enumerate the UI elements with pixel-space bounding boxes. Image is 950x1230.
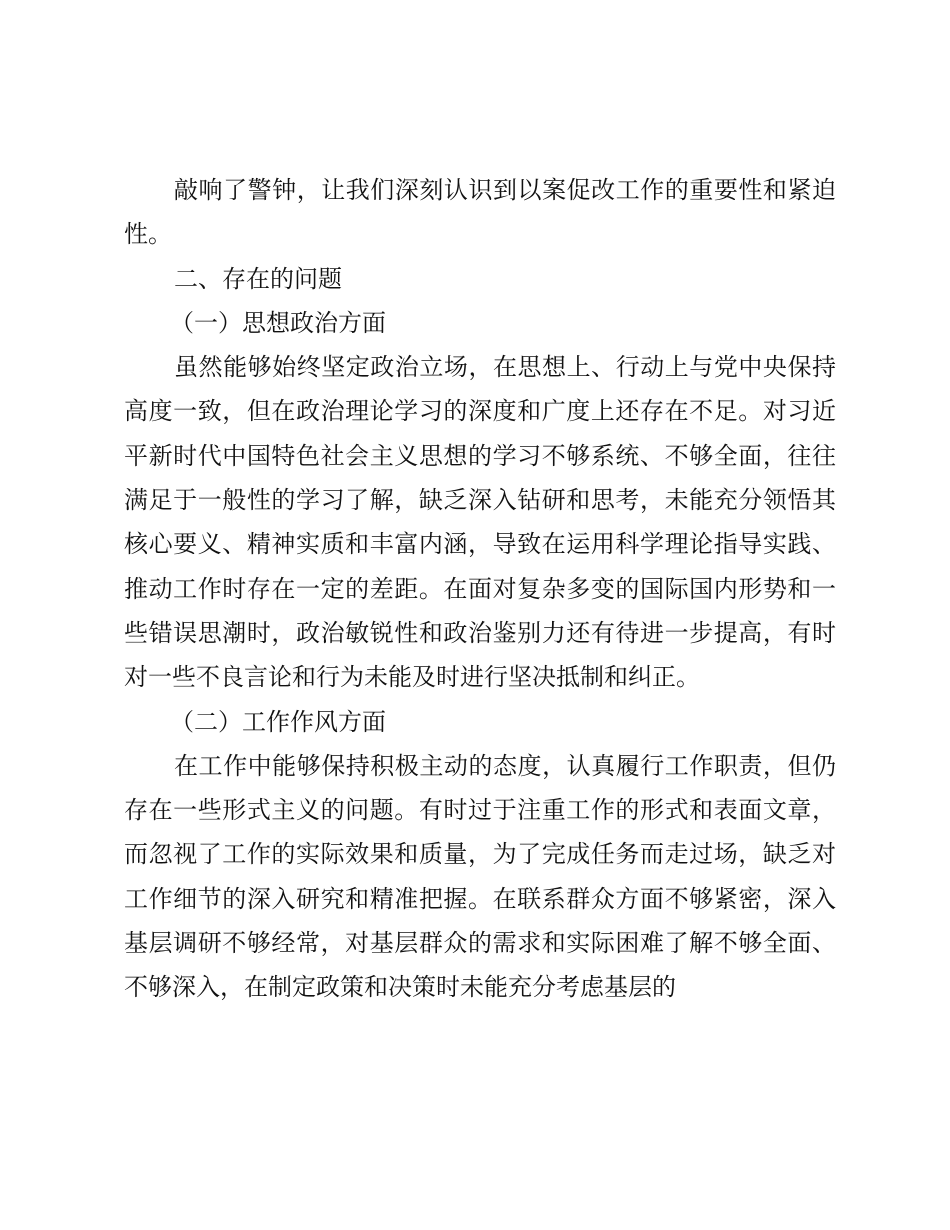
section-heading-problems: 二、存在的问题: [174, 264, 342, 293]
body-paragraph-political: 虽然能够始终坚定政治立场，在思想上、行动上与党中央保持高度一致，但在政治理论学习的深度和广度上还存在不足。对习近平新时代中国特色社会主义思想的学习不够系统、不够全面，往往满足于一般性的学习了解，缺乏深入钻研和思考，未能充分领悟其核心要义、精神实质和丰富内涵，导致在运用科学理论指导实践、推动工作时存在一定的差距。在面对复杂多变的国际国内形势和一些错误思潮时，政治敏锐性和政治鉴别力还有待进一步提高，有时对一些不良言论和行为未能及时进行坚决抵制和纠正。: [124, 353, 836, 692]
body-paragraph-work-style: 在工作中能够保持积极主动的态度，认真履行工作职责，但仍存在一些形式主义的问题。有时过于注重工作的形式和表面文章，而忽视了工作的实际效果和质量，为了完成任务而走过场，缺乏对工作细节的深入研究和精准把握。在联系群众方面不够紧密，深入基层调研不够经常，对基层群众的需求和实际困难了解不够全面、不够深入，在制定政策和决策时未能充分考虑基层的: [124, 751, 836, 1002]
subsection-heading-political: （一）思想政治方面: [170, 308, 386, 337]
body-paragraph-1: 敲响了警钟，让我们深刻认识到以案促改工作的重要性和紧迫性。: [124, 176, 836, 249]
document-body: [124, 168, 836, 1010]
subsection-heading-work-style: （二）工作作风方面: [170, 707, 386, 736]
